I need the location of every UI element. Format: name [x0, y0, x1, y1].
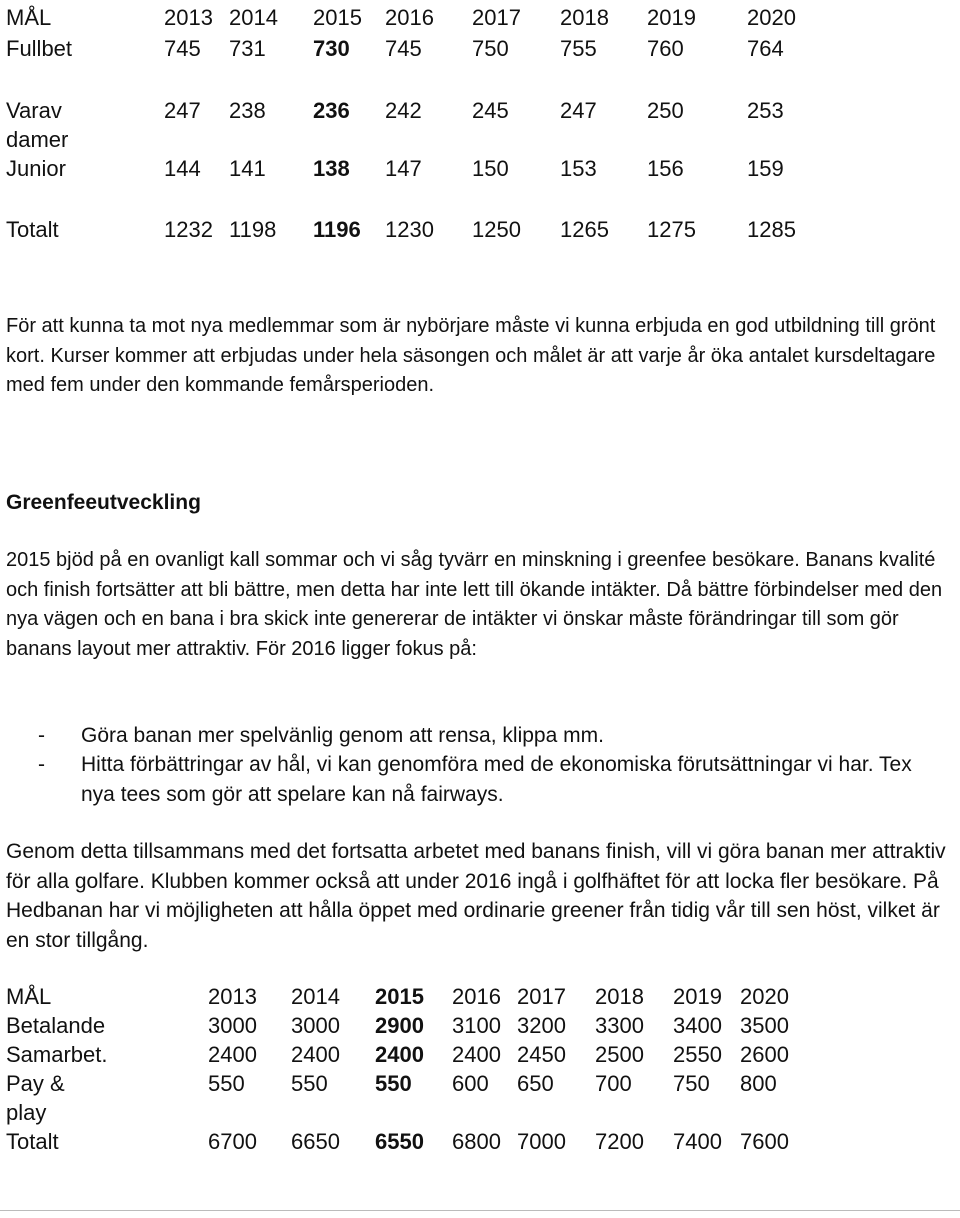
table1-header-year: 2018	[560, 5, 609, 30]
table2-cell: 7600	[740, 1129, 789, 1154]
table2-cell: 6700	[208, 1129, 257, 1154]
table1-cell: 1285	[747, 217, 796, 242]
table2-cell: 3100	[452, 1013, 501, 1038]
table1-cell: 245	[472, 98, 509, 123]
table1-cell: 159	[747, 156, 784, 181]
table1-cell: 150	[472, 156, 509, 181]
table1-cell: 1230	[385, 217, 434, 242]
table1-cell: 755	[560, 36, 597, 61]
list-item-text: Hitta förbättringar av hål, vi kan genomföra med de ekonomiska förutsättningar vi har. Tex nya tees som gör att spelare kan nå fairways.	[81, 753, 912, 806]
table1-cell-highlight: 138	[313, 156, 350, 181]
table1-cell: 238	[229, 98, 266, 123]
table1-row-label: Junior	[6, 156, 66, 181]
table1-row-label: Totalt	[6, 217, 59, 242]
table1-cell: 242	[385, 98, 422, 123]
table1-cell: 247	[164, 98, 201, 123]
table2-header-year: 2020	[740, 984, 789, 1009]
table2-cell: 550	[208, 1071, 245, 1096]
table1-cell-highlight: 236	[313, 98, 350, 123]
paragraph-summary: Genom detta tillsammans med det fortsatta arbetet med banans finish, vill vi göra banan mer attraktiv för alla golfare. Klubben kommer också att under 2016 ingå i golfhäftet för att locka fler besökare. På Hedbanan har vi möjligheten att hålla öppet med ordinarie greener från tidig vår till sen höst, vilket är en stor tillgång.	[6, 840, 946, 952]
table2-cell: 2450	[517, 1042, 566, 1067]
table2-cell: 550	[291, 1071, 328, 1096]
list-item-text: Göra banan mer spelvänlig genom att rensa, klippa mm.	[81, 724, 604, 747]
table1-row-label: Fullbet	[6, 36, 73, 61]
table2-cell: 3000	[291, 1013, 340, 1038]
table1-cell: 247	[560, 98, 597, 123]
list-item	[38, 721, 938, 751]
table2-cell: 2550	[673, 1042, 722, 1067]
table2-row-label: Samarbet.	[6, 1042, 108, 1067]
table1-cell: 1232	[164, 217, 213, 242]
table1-cell-highlight: 730	[313, 36, 350, 61]
table2-row-label: Betalande	[6, 1013, 106, 1038]
table1-cell: 156	[647, 156, 684, 181]
table2-header-year: 2016	[452, 984, 501, 1009]
table1-cell: 745	[164, 36, 201, 61]
table2-header-year: 2018	[595, 984, 644, 1009]
table1-cell: 750	[472, 36, 509, 61]
table2-cell: 7000	[517, 1129, 566, 1154]
table1-cell: 141	[229, 156, 266, 181]
table2-row-label: Pay &	[6, 1071, 65, 1096]
table2-cell: 2500	[595, 1042, 644, 1067]
table1-header-year: 2014	[229, 5, 278, 30]
table1-cell: 250	[647, 98, 684, 123]
list-item	[38, 750, 938, 810]
table1-header-year: 2019	[647, 5, 696, 30]
table2-row-label: Totalt	[6, 1129, 59, 1154]
table2-cell: 2400	[291, 1042, 340, 1067]
table2-cell: 3300	[595, 1013, 644, 1038]
table1-row-label: Varav	[6, 98, 62, 123]
table1-cell: 745	[385, 36, 422, 61]
table2-cell: 6650	[291, 1129, 340, 1154]
table1-cell-highlight: 1196	[313, 217, 361, 242]
table1-cell: 1265	[560, 217, 609, 242]
table2-cell: 6800	[452, 1129, 501, 1154]
table1-header-year: 2016	[385, 5, 434, 30]
table2-cell: 700	[595, 1071, 632, 1096]
list-bullet: -	[38, 724, 45, 747]
table2-cell: 3400	[673, 1013, 722, 1038]
table2-cell-highlight: 2900	[375, 1013, 424, 1038]
table1-header-year: 2013	[164, 5, 213, 30]
table2-cell: 7200	[595, 1129, 644, 1154]
table2-cell: 2600	[740, 1042, 789, 1067]
paragraph-training: För att kunna ta mot nya medlemmar som är nybörjare måste vi kunna erbjuda en god utbildning till grönt kort. Kurser kommer att erbjudas under hela säsongen och målet är att varje år öka antalet kursdeltagare med fem under den kommande femårsperioden.	[6, 315, 936, 396]
section-heading: Greenfeeutveckling	[6, 491, 201, 514]
table1-cell: 144	[164, 156, 201, 181]
table1-header-label: MÅL	[6, 5, 52, 30]
table2-cell: 3200	[517, 1013, 566, 1038]
table2-cell-highlight: 6550	[375, 1129, 424, 1154]
table2-header-label: MÅL	[6, 984, 52, 1009]
table1-cell: 764	[747, 36, 784, 61]
table2-header-year-highlight: 2015	[375, 984, 424, 1009]
table2-cell-highlight: 550	[375, 1071, 412, 1096]
table2-header-year: 2013	[208, 984, 257, 1009]
table2-cell: 800	[740, 1071, 777, 1096]
table1-cell: 1250	[472, 217, 521, 242]
table2-cell: 3000	[208, 1013, 257, 1038]
table1-cell: 1275	[647, 217, 696, 242]
table2-cell: 650	[517, 1071, 554, 1096]
table2-row-label-cont: play	[6, 1100, 47, 1125]
table1-cell: 147	[385, 156, 422, 181]
table2-header-year: 2017	[517, 984, 566, 1009]
table1-cell: 153	[560, 156, 597, 181]
table2-cell: 750	[673, 1071, 710, 1096]
table1-cell: 731	[229, 36, 266, 61]
table1-cell: 760	[647, 36, 684, 61]
table1-header-year: 2015	[313, 5, 362, 30]
table2-cell: 7400	[673, 1129, 722, 1154]
table2-cell-highlight: 2400	[375, 1042, 424, 1067]
table2-cell: 2400	[208, 1042, 257, 1067]
table2-cell: 2400	[452, 1042, 501, 1067]
table2-header-year: 2014	[291, 984, 340, 1009]
table1-row-label-cont: damer	[6, 127, 69, 152]
page-divider	[0, 1210, 960, 1211]
paragraph-greenfee: 2015 bjöd på en ovanligt kall sommar och vi såg tyvärr en minskning i greenfee besökare. Banans kvalité och finish fortsätter att bli bättre, men detta har inte lett till ökande intäkter. Då bättre förbindelser med den nya vägen och en bana i bra skick inte genererar de intäkter vi önskar måste förändringar till som gör banans layout mer attraktiv. För 2016 ligger fokus på:	[6, 549, 943, 660]
table1-cell: 1198	[229, 217, 277, 242]
table2-header-year: 2019	[673, 984, 722, 1009]
table1-cell: 253	[747, 98, 784, 123]
table1-header-year: 2017	[472, 5, 521, 30]
table2-cell: 3500	[740, 1013, 789, 1038]
list-bullet: -	[38, 753, 45, 776]
table1-header-year: 2020	[747, 5, 796, 30]
table2-cell: 600	[452, 1071, 489, 1096]
